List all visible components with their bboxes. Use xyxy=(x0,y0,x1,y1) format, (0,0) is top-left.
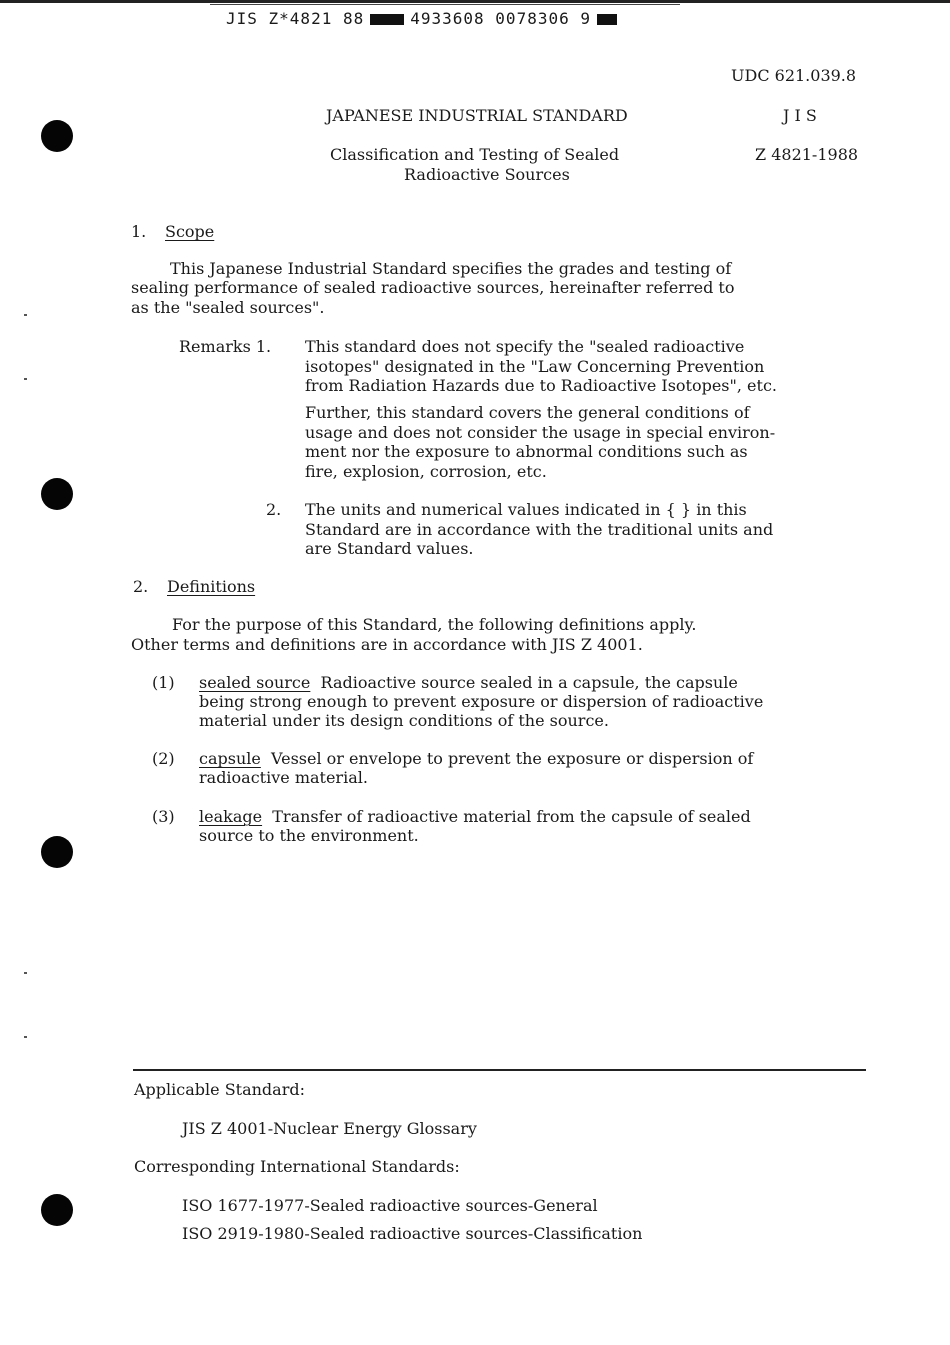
code-line-part-b: 4933608 0078306 9 xyxy=(410,9,591,28)
definitions-intro-line: For the purpose of this Standard, the following definitions apply. xyxy=(172,615,697,634)
section-1-heading: Scope xyxy=(165,222,215,241)
remark-2-line: Standard are in accordance with the traditional units and xyxy=(305,519,774,539)
remark-1-line: isotopes" designated in the "Law Concerning Prevention xyxy=(305,356,765,376)
definition-text: material under its design conditions of the source. xyxy=(199,711,609,730)
scan-speck xyxy=(24,972,27,974)
scan-speck xyxy=(24,1036,27,1038)
scope-para-line: as the "sealed sources". xyxy=(131,298,325,317)
scan-speck xyxy=(24,314,27,316)
standard-number: Z 4821-1988 xyxy=(755,145,859,164)
applicable-standard-item: JIS Z 4001-Nuclear Energy Glossary xyxy=(182,1119,477,1138)
definition-text: Radioactive source sealed in a capsule, the capsule xyxy=(320,673,738,692)
definition-label: (1) xyxy=(152,673,175,692)
header-rule xyxy=(210,4,680,5)
scan-top-edge xyxy=(0,0,950,3)
definition-text: source to the environment. xyxy=(199,826,419,845)
title-line-1: Classification and Testing of Sealed xyxy=(330,145,620,164)
section-2-number: 2. xyxy=(133,577,149,596)
corresponding-standards-label: Corresponding International Standards: xyxy=(134,1157,460,1176)
document-code-line xyxy=(226,9,623,28)
remark-1-line: This standard does not specify the "sealed radioactive xyxy=(305,337,745,356)
applicable-standard-label: Applicable Standard: xyxy=(134,1080,305,1099)
remark-1-further-line: usage and does not consider the usage in special environ- xyxy=(305,422,776,442)
footer-rule xyxy=(133,1069,866,1071)
definition-entry xyxy=(199,673,738,693)
definition-entry xyxy=(199,749,753,769)
title-line-2: Radioactive Sources xyxy=(404,165,570,184)
section-2-heading: Definitions xyxy=(167,577,256,596)
definition-term: capsule xyxy=(199,749,261,768)
remark-2 xyxy=(305,500,773,559)
remark-1-further-line: fire, explosion, corrosion, etc. xyxy=(305,461,547,481)
corresponding-standard-item: ISO 1677-1977-Sealed radioactive sources-General xyxy=(182,1196,598,1215)
definition-term: sealed source xyxy=(199,673,311,692)
definition-text: Transfer of radioactive material from the capsule of sealed xyxy=(272,807,751,826)
definition-label: (3) xyxy=(152,807,175,826)
remark-2-label: 2. xyxy=(266,500,282,519)
scan-speck xyxy=(24,378,27,380)
scope-para-line: This Japanese Industrial Standard specifies the grades and testing of xyxy=(170,259,732,278)
remark-1-further xyxy=(305,403,775,481)
remark-2-line: are Standard values. xyxy=(305,539,474,558)
udc-number: UDC 621.039.8 xyxy=(731,66,857,85)
punch-hole xyxy=(41,836,73,868)
remark-1 xyxy=(305,337,777,396)
jis-label: J I S xyxy=(783,106,817,125)
definition-text: being strong enough to prevent exposure or dispersion of radioactive xyxy=(199,692,764,711)
definition-text: Vessel or envelope to prevent the exposure or dispersion of xyxy=(271,749,754,768)
remark-1-further-line: ment nor the exposure to abnormal conditions such as xyxy=(305,442,748,461)
organization-title: JAPANESE INDUSTRIAL STANDARD xyxy=(326,106,628,125)
punch-hole xyxy=(41,1194,73,1226)
punch-hole xyxy=(41,120,73,152)
remark-2-line: The units and numerical values indicated in { } in this xyxy=(305,500,747,519)
definition-label: (2) xyxy=(152,749,175,768)
corresponding-standard-item: ISO 2919-1980-Sealed radioactive sources-Classification xyxy=(182,1224,643,1243)
definitions-intro-line: Other terms and definitions are in accordance with JIS Z 4001. xyxy=(131,635,643,654)
code-line-part-a: JIS Z*4821 88 xyxy=(226,9,365,28)
redaction-block xyxy=(597,14,617,25)
section-1-number: 1. xyxy=(131,222,147,241)
remark-1-further-line: Further, this standard covers the general conditions of xyxy=(305,403,750,422)
remarks-label: Remarks 1. xyxy=(179,337,272,356)
definition-entry xyxy=(199,807,751,827)
scope-para-line: sealing performance of sealed radioactive sources, hereinafter referred to xyxy=(131,278,735,297)
definition-term: leakage xyxy=(199,807,263,826)
punch-hole xyxy=(41,478,73,510)
redaction-block xyxy=(370,14,404,25)
remark-1-line: from Radiation Hazards due to Radioactive Isotopes", etc. xyxy=(305,376,777,395)
definition-text: radioactive material. xyxy=(199,768,368,787)
